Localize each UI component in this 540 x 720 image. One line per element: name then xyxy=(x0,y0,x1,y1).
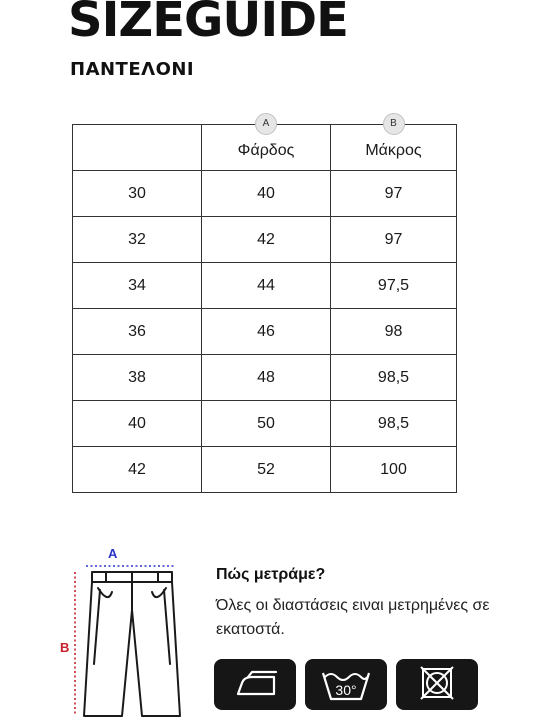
marker-a-badge: A xyxy=(255,113,277,135)
no-tumble-dry-icon xyxy=(396,659,478,710)
size-cell: 36 xyxy=(73,309,202,355)
wash-temp-label: 30° xyxy=(335,682,357,698)
length-cell: 98,5 xyxy=(331,355,457,401)
trousers-diagram xyxy=(54,544,194,720)
info-text: Όλες οι διαστάσεις ειναι μετρημένες σε εκατοστά. xyxy=(216,597,490,638)
table-row xyxy=(73,447,457,493)
size-cell: 42 xyxy=(73,447,202,493)
length-cell: 97 xyxy=(331,171,457,217)
size-table xyxy=(72,118,457,493)
page-title: SIZEGUIDE xyxy=(68,0,348,48)
width-cell: 42 xyxy=(202,217,331,263)
table-row xyxy=(73,309,457,355)
width-cell: 52 xyxy=(202,447,331,493)
width-cell: 44 xyxy=(202,263,331,309)
header-label-width: Φάρδος xyxy=(237,141,295,159)
table-row xyxy=(73,263,457,309)
width-cell: 40 xyxy=(202,171,331,217)
width-cell: 48 xyxy=(202,355,331,401)
size-cell: 38 xyxy=(73,355,202,401)
size-cell: 40 xyxy=(73,401,202,447)
header-cell-size xyxy=(73,125,202,171)
header-cell-width xyxy=(202,118,331,171)
header-cell-length xyxy=(331,118,457,171)
table-row xyxy=(73,355,457,401)
info-heading: Πώς μετράμε? xyxy=(216,566,326,583)
length-cell: 97 xyxy=(331,217,457,263)
length-cell: 100 xyxy=(331,447,457,493)
size-cell: 30 xyxy=(73,171,202,217)
length-cell: 98,5 xyxy=(331,401,457,447)
table-header-row xyxy=(73,125,457,171)
table-row xyxy=(73,171,457,217)
measure-label-b: B xyxy=(60,640,70,655)
width-cell: 46 xyxy=(202,309,331,355)
width-cell: 50 xyxy=(202,401,331,447)
size-cell: 32 xyxy=(73,217,202,263)
measure-label-a: A xyxy=(108,546,118,561)
marker-b-badge: B xyxy=(383,113,405,135)
iron-icon xyxy=(214,659,296,710)
trousers-icon xyxy=(84,572,180,716)
table-row xyxy=(73,217,457,263)
header-label-length: Μάκρος xyxy=(365,141,422,159)
length-cell: 97,5 xyxy=(331,263,457,309)
length-cell: 98 xyxy=(331,309,457,355)
size-cell: 34 xyxy=(73,263,202,309)
table-row xyxy=(73,401,457,447)
page-subtitle: ΠΑΝΤΕΛΟΝΙ xyxy=(70,59,195,80)
wash-30-icon xyxy=(305,659,387,710)
